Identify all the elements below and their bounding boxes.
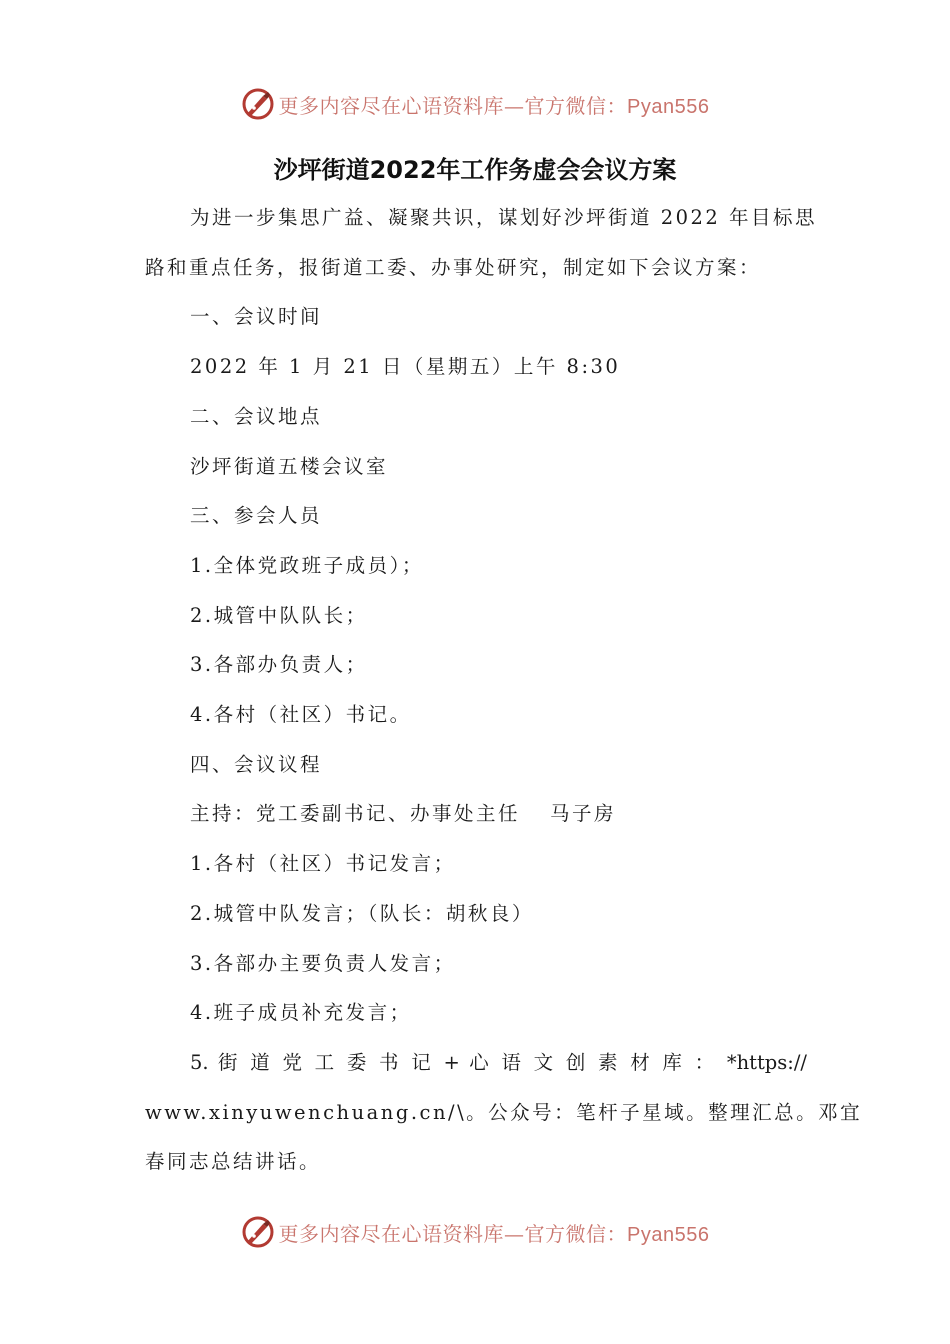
meeting-time: 2022 年 1 月 21 日（星期五）上午 8:30 xyxy=(190,355,621,379)
wechat-id: Pyan556 xyxy=(627,1223,710,1246)
section-heading-time: 一、会议时间 xyxy=(190,305,323,329)
section-heading-location: 二、会议地点 xyxy=(190,404,323,428)
agenda-item: 1.各村（社区）书记发言； xyxy=(190,852,456,876)
banner-text: 更多内容尽在心语资料库—官方微信：Pyan556 xyxy=(278,1221,710,1246)
attendee-item: 4.各村（社区）书记。 xyxy=(190,703,412,727)
wechat-id: Pyan556 xyxy=(627,95,710,118)
banner-text: 更多内容尽在心语资料库—官方微信：Pyan556 xyxy=(278,93,710,118)
agenda-item: 3.各部办主要负责人发言； xyxy=(190,951,456,975)
attendee-item: 2.城管中队队长； xyxy=(190,603,368,627)
attendee-item: 3.各部办负责人； xyxy=(190,653,368,677)
agenda-item-5-line-1: 5. 街 道 党 工 委 书 记 + 心 语 文 创 素 材 库 ： *https:// xyxy=(190,1050,807,1074)
meeting-location: 沙坪街道五楼会议室 xyxy=(190,454,389,478)
attendee-item: 1.全体党政班子成员）； xyxy=(190,553,424,577)
document-title: 沙坪街道2022年工作务虚会会议方案 xyxy=(273,156,677,184)
agenda-item-5-line-2: www.xinyuwenchuang.cn/\。公众号：笔杆子星域。整理汇总。邓宜 xyxy=(145,1100,863,1124)
agenda-item-5-line-3: 春同志总结讲话。 xyxy=(145,1150,322,1174)
pen-logo-icon xyxy=(241,1215,275,1249)
host-name: 马子房 xyxy=(550,802,617,826)
intro-line-2: 路和重点任务，报街道工委、办事处研究，制定如下会议方案： xyxy=(145,255,762,279)
section-heading-attendees: 三、参会人员 xyxy=(190,504,323,528)
section-heading-agenda: 四、会议议程 xyxy=(190,752,323,776)
meeting-host xyxy=(145,789,807,839)
document-body xyxy=(145,193,863,1187)
host-label: 主持：党工委副书记、办事处主任 xyxy=(190,802,521,826)
intro-line-1: 为进一步集思广益、凝聚共识，谋划好沙坪街道 2022 年目标思 xyxy=(190,206,818,229)
pen-logo-icon xyxy=(241,87,275,121)
agenda-item: 2.城管中队发言；（队长：胡秋良） xyxy=(190,901,534,925)
agenda-item: 4.班子成员补充发言； xyxy=(190,1001,412,1025)
footer-watermark-banner xyxy=(0,1212,950,1252)
header-watermark-banner xyxy=(0,84,950,124)
